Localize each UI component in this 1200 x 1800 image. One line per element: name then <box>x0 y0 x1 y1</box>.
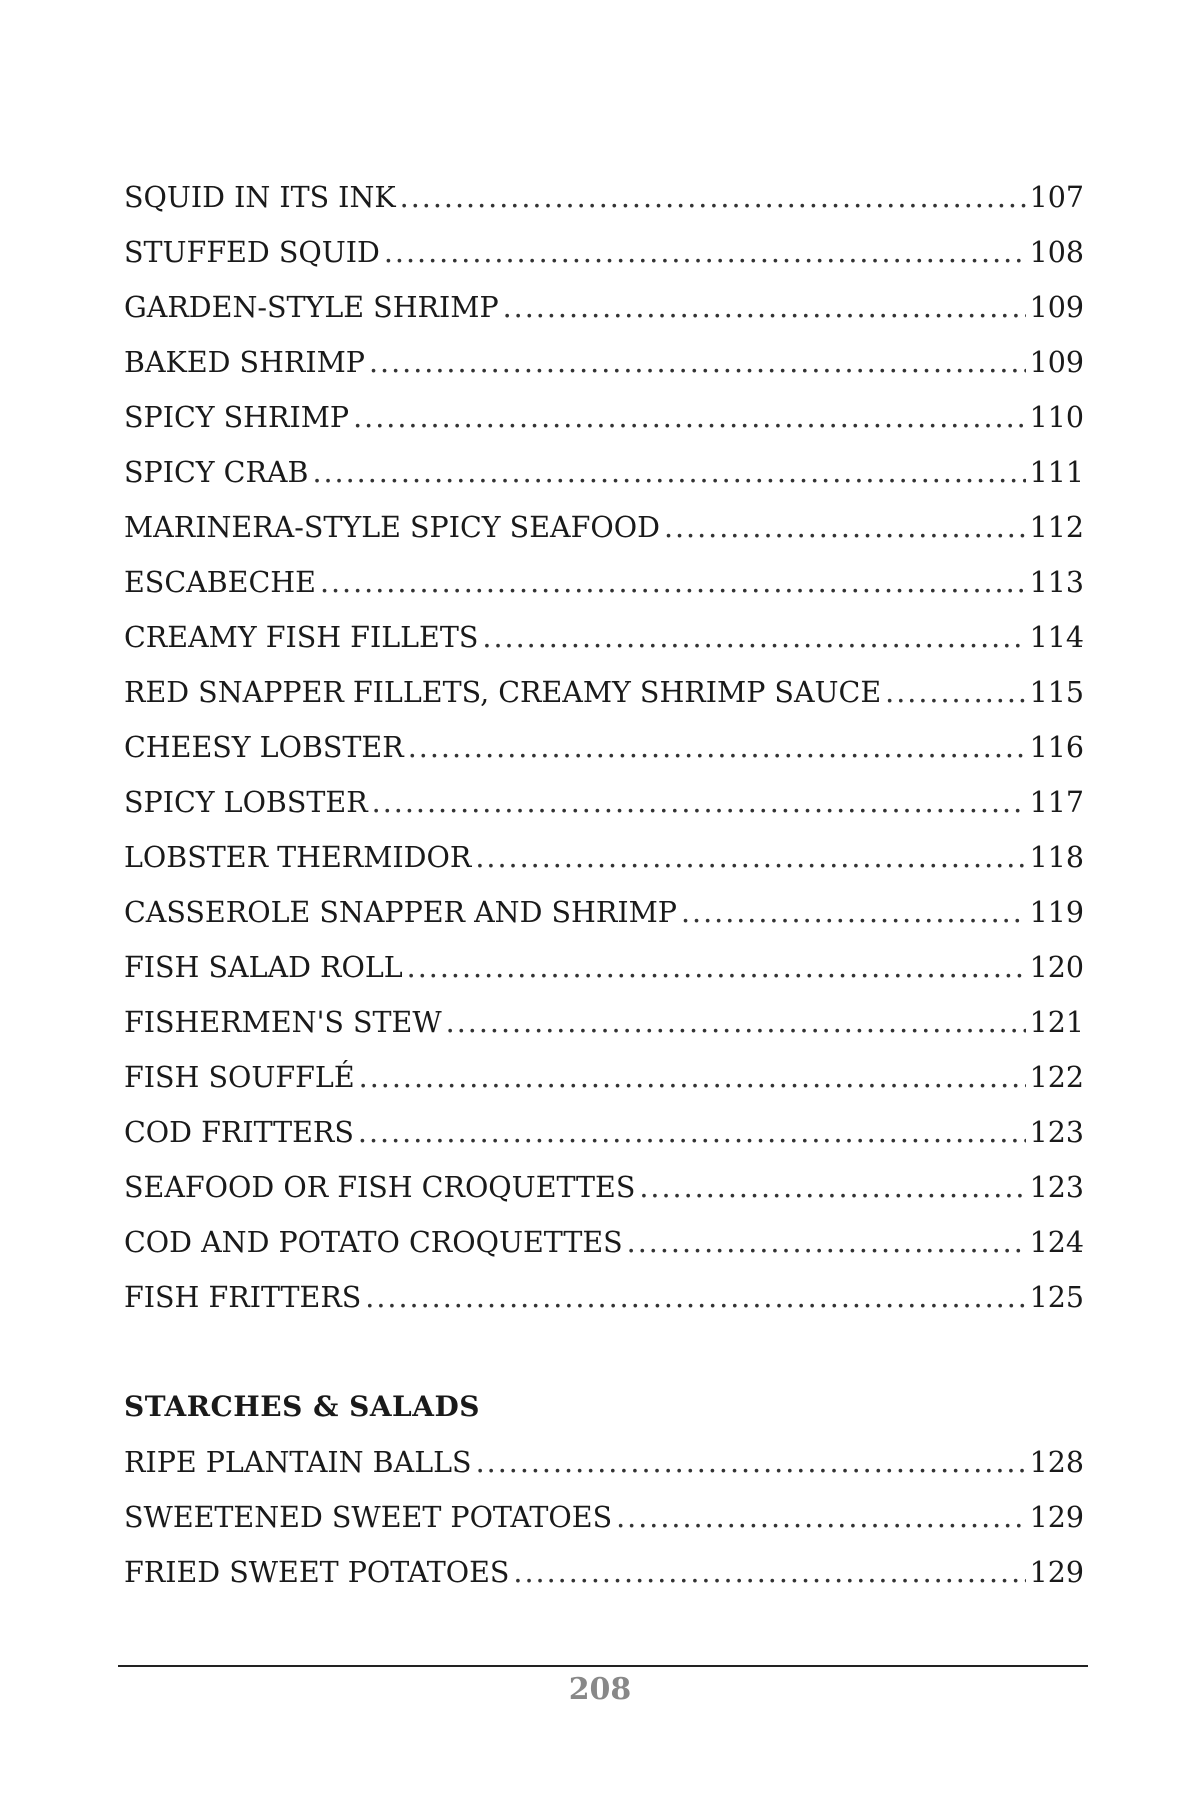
dot-leader <box>513 1545 1025 1600</box>
toc-entry-page: 111 <box>1029 456 1084 489</box>
toc-entry-page: 115 <box>1029 676 1084 709</box>
toc-entry-title: SPICY SHRIMP <box>124 401 350 434</box>
toc-entry-title: CASSEROLE SNAPPER AND SHRIMP <box>124 896 677 929</box>
toc-entry-page: 125 <box>1029 1281 1084 1314</box>
toc-entry-title: FISHERMEN'S STEW <box>124 1006 442 1039</box>
toc-entry-title: SWEETENED SWEET POTATOES <box>124 1501 613 1534</box>
toc-entry <box>124 280 1084 335</box>
dot-leader <box>320 555 1026 610</box>
toc-entry-page: 124 <box>1029 1226 1084 1259</box>
toc-entry-page: 117 <box>1029 786 1084 819</box>
toc-entry-page: 120 <box>1029 951 1084 984</box>
toc-entry <box>124 940 1084 995</box>
toc-entry-page: 108 <box>1029 236 1084 269</box>
toc-entry <box>124 390 1084 445</box>
dot-leader <box>369 335 1026 390</box>
toc-entry-title: FISH SALAD ROLL <box>124 951 403 984</box>
dot-leader <box>664 500 1026 555</box>
dot-leader <box>482 610 1025 665</box>
toc-entry-title: SEAFOOD OR FISH CROQUETTES <box>124 1171 636 1204</box>
page-number: 208 <box>568 1672 632 1707</box>
toc-entry-title: FISH SOUFFLÉ <box>124 1061 355 1094</box>
toc-entry <box>124 555 1084 610</box>
toc-entry-page: 119 <box>1029 896 1084 929</box>
toc-entry-page: 128 <box>1029 1446 1084 1479</box>
toc-entry-title: LOBSTER THERMIDOR <box>124 841 472 874</box>
toc-entry-title: COD FRITTERS <box>124 1116 354 1149</box>
toc-entry-page: 113 <box>1029 566 1084 599</box>
dot-leader <box>408 720 1026 775</box>
toc-entry <box>124 995 1084 1050</box>
toc-entry-page: 116 <box>1029 731 1084 764</box>
toc-entry-title: BAKED SHRIMP <box>124 346 365 379</box>
toc-entry-page: 112 <box>1029 511 1084 544</box>
dot-leader <box>446 995 1026 1050</box>
dot-leader <box>627 1215 1026 1270</box>
toc-entry-title: CREAMY FISH FILLETS <box>124 621 479 654</box>
dot-leader <box>475 830 1025 885</box>
footer-divider <box>118 1665 1088 1667</box>
toc-entry-page: 109 <box>1029 291 1084 324</box>
toc-entry-page: 122 <box>1029 1061 1084 1094</box>
toc-entry <box>124 500 1084 555</box>
toc-entry-page: 109 <box>1029 346 1084 379</box>
dot-leader <box>476 1435 1026 1490</box>
toc-entry <box>124 1545 1084 1600</box>
dot-leader <box>359 1050 1026 1105</box>
toc-entry-page: 110 <box>1029 401 1084 434</box>
toc-entry-title: ESCABECHE <box>124 566 316 599</box>
toc-entry-title: STUFFED SQUID <box>124 236 380 269</box>
toc-entry-page: 114 <box>1029 621 1084 654</box>
dot-leader <box>616 1490 1025 1545</box>
dot-leader <box>312 445 1025 500</box>
dot-leader <box>885 665 1025 720</box>
toc-entry <box>124 610 1084 665</box>
table-of-contents <box>124 170 1084 1600</box>
toc-entry <box>124 335 1084 390</box>
toc-entry <box>124 720 1084 775</box>
toc-entry <box>124 1050 1084 1105</box>
toc-entry <box>124 665 1084 720</box>
toc-entry <box>124 1160 1084 1215</box>
dot-leader <box>353 390 1026 445</box>
toc-entry-title: MARINERA-STYLE SPICY SEAFOOD <box>124 511 660 544</box>
dot-leader <box>365 1270 1025 1325</box>
dot-leader <box>400 170 1026 225</box>
toc-entry-title: FRIED SWEET POTATOES <box>124 1556 510 1589</box>
toc-entry-title: SPICY LOBSTER <box>124 786 368 819</box>
dot-leader <box>358 1105 1026 1160</box>
toc-entry <box>124 775 1084 830</box>
toc-entry-page: 107 <box>1029 181 1084 214</box>
section-heading: STARCHES & SALADS <box>124 1390 480 1423</box>
toc-entry-title: SPICY CRAB <box>124 456 309 489</box>
dot-leader <box>503 280 1026 335</box>
section-spacer <box>124 1325 1084 1379</box>
toc-entry <box>124 225 1084 280</box>
toc-entry <box>124 1105 1084 1160</box>
toc-entry-title: RED SNAPPER FILLETS, CREAMY SHRIMP SAUCE <box>124 676 882 709</box>
dot-leader <box>407 940 1026 995</box>
dot-leader <box>639 1160 1025 1215</box>
toc-entry <box>124 1270 1084 1325</box>
toc-entry <box>124 830 1084 885</box>
toc-entry-title: FISH FRITTERS <box>124 1281 362 1314</box>
dot-leader <box>372 775 1026 830</box>
toc-entry <box>124 1435 1084 1490</box>
toc-entry-page: 121 <box>1029 1006 1084 1039</box>
toc-entry-title: SQUID IN ITS INK <box>124 181 396 214</box>
toc-entry <box>124 1215 1084 1270</box>
toc-entry <box>124 885 1084 940</box>
toc-entry <box>124 1490 1084 1545</box>
dot-leader <box>681 885 1026 940</box>
toc-entry-page: 129 <box>1029 1501 1084 1534</box>
toc-entry-title: CHEESY LOBSTER <box>124 731 404 764</box>
toc-entry-title: GARDEN-STYLE SHRIMP <box>124 291 499 324</box>
dot-leader <box>384 225 1026 280</box>
toc-entry-page: 123 <box>1029 1116 1084 1149</box>
toc-entry <box>124 170 1084 225</box>
toc-entry-page: 123 <box>1029 1171 1084 1204</box>
toc-entry-title: COD AND POTATO CROQUETTES <box>124 1226 623 1259</box>
toc-entry-page: 129 <box>1029 1556 1084 1589</box>
toc-entry <box>124 445 1084 500</box>
toc-entry-title: RIPE PLANTAIN BALLS <box>124 1446 472 1479</box>
toc-entry-page: 118 <box>1029 841 1084 874</box>
